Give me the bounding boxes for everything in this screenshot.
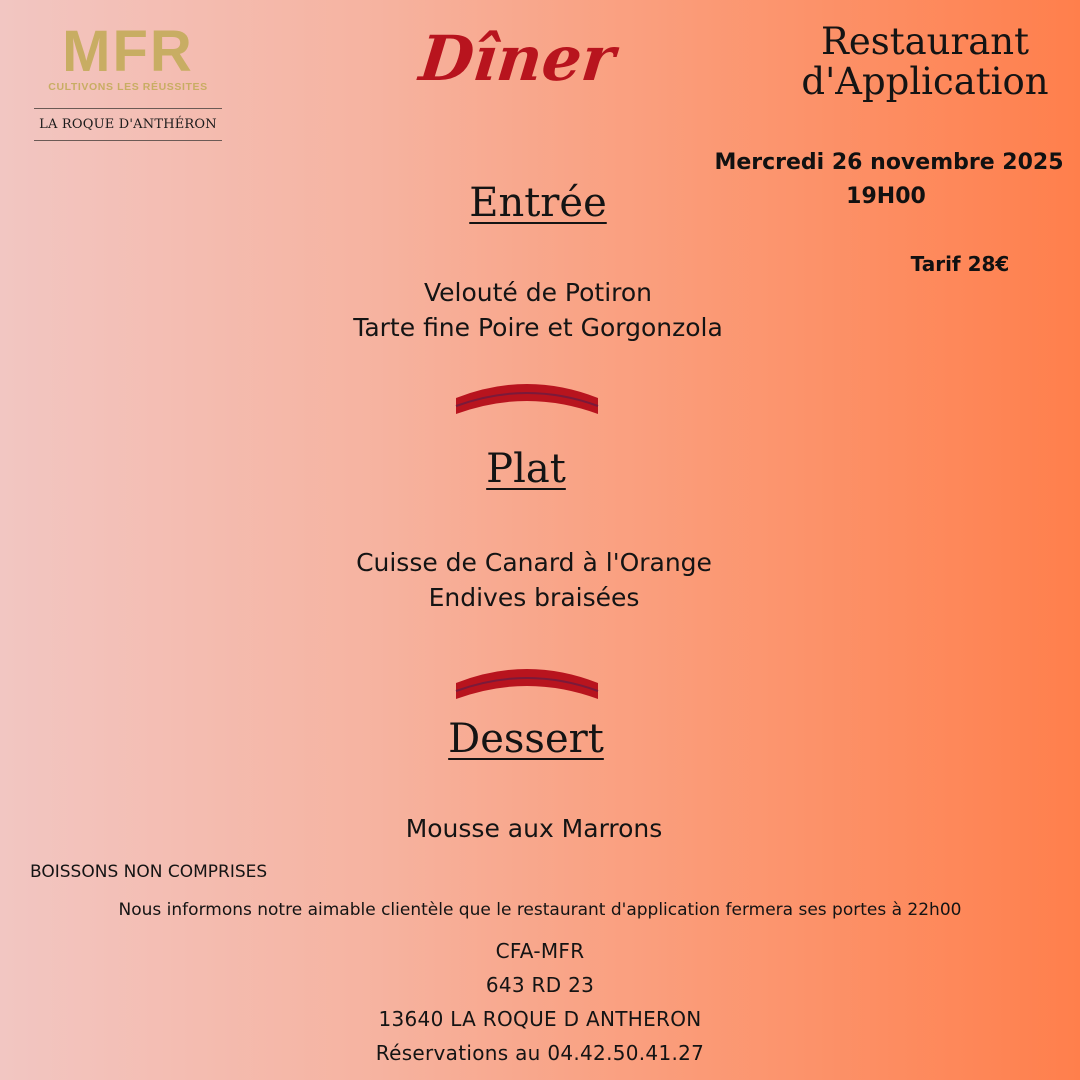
address-line: CFA-MFR (495, 939, 585, 963)
dish-item: Velouté de Potiron (423, 278, 653, 307)
section-title-entree (338, 180, 738, 226)
closing-notice: Nous informons notre aimable clientèle que le restaurant d'application fermera ses portes à 22h00 (118, 900, 962, 920)
mfr-logo (34, 19, 222, 141)
section-title-dessert-text: Dessert (448, 716, 604, 762)
address-line: 13640 LA ROQUE D ANTHERON (378, 1007, 702, 1031)
restaurant-name (770, 22, 1080, 102)
section-title-dessert (326, 716, 726, 762)
drinks-note: BOISSONS NON COMPRISES (30, 862, 268, 882)
reservation-phone: Réservations au 04.42.50.41.27 (375, 1041, 705, 1065)
restaurant-name-line1: Restaurant (821, 20, 1029, 63)
section-title-plat (326, 446, 726, 492)
address-block (290, 934, 790, 1070)
address-line: 643 RD 23 (485, 973, 595, 997)
event-time: 19H00 (846, 184, 926, 209)
restaurant-name-line2: d'Application (801, 60, 1049, 103)
dish-item: Tarte fine Poire et Gorgonzola (353, 313, 723, 342)
plat-dishes (234, 545, 834, 615)
price-label: Tarif 28€ (910, 252, 1010, 276)
dish-item: Cuisse de Canard à l'Orange (356, 548, 712, 577)
arc-divider (454, 661, 600, 701)
logo-divider (34, 140, 222, 141)
logo-tagline: CULTIVONS LES RÉUSSITES (48, 81, 208, 93)
section-title-entree-text: Entrée (469, 180, 607, 226)
arc-divider (454, 376, 600, 416)
page-title: Dîner (416, 22, 619, 95)
logo-place: LA ROQUE D'ANTHÉRON (39, 117, 217, 132)
event-date: Mercredi 26 novembre 2025 (714, 150, 1064, 175)
entree-dishes (238, 275, 838, 345)
logo-mark: MFR (62, 19, 194, 84)
dish-item: Mousse aux Marrons (405, 814, 663, 843)
dish-item: Endives braisées (428, 583, 640, 612)
section-title-plat-text: Plat (486, 446, 566, 492)
dessert-dishes (234, 811, 834, 846)
